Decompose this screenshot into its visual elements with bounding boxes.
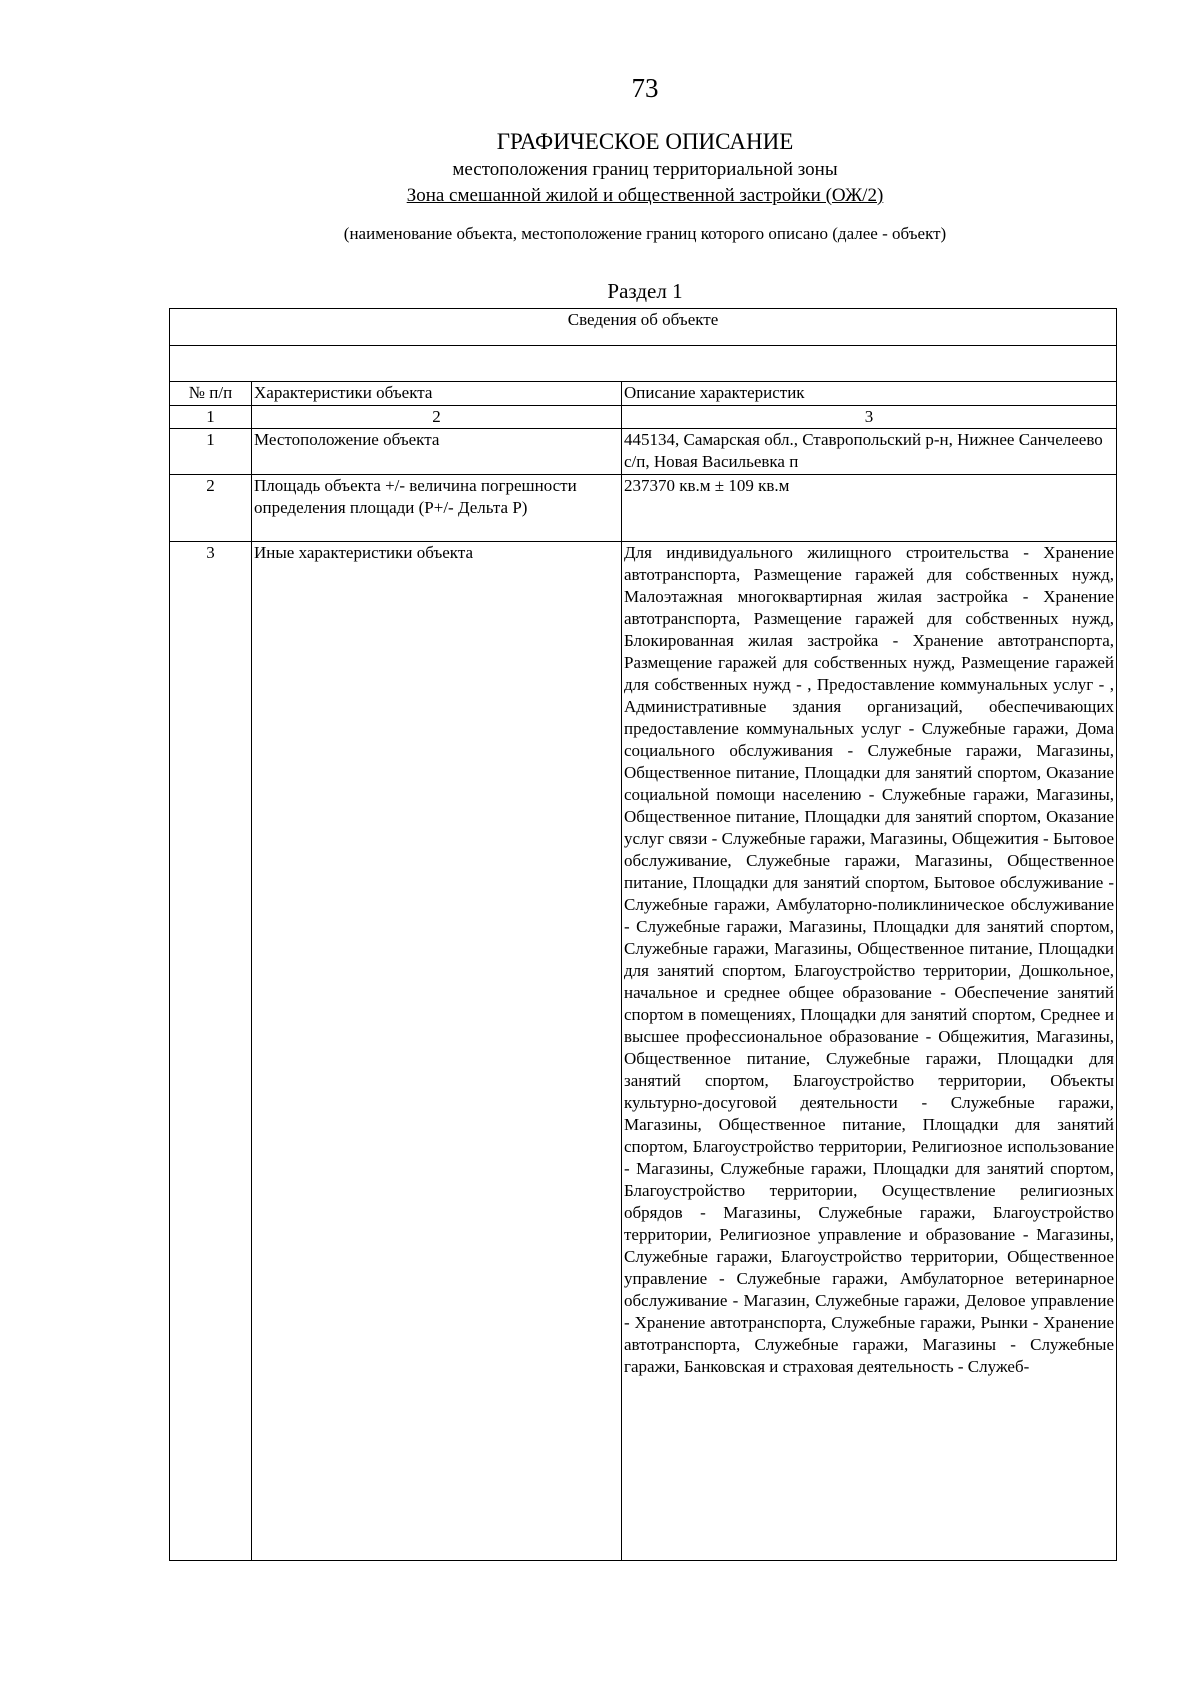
- row-number: 2: [170, 475, 252, 542]
- row-number: 3: [170, 542, 252, 1561]
- row-characteristic: Иные характеристики объекта: [252, 542, 622, 1561]
- table-title-row: [170, 309, 1117, 346]
- column-header-value: Описание характеристик: [622, 382, 1117, 406]
- column-header-num: № п/п: [170, 382, 252, 406]
- table-empty-row: [170, 346, 1117, 382]
- document-subtitle: местоположения границ территориальной зоны: [452, 159, 838, 180]
- empty-cell: [170, 346, 1117, 382]
- row-number: 1: [170, 429, 252, 475]
- table-row: [170, 475, 1117, 542]
- object-name-text: Зона смешанной жилой и общественной застройки (ОЖ/2): [406, 185, 884, 206]
- section-title: Раздел 1: [607, 279, 683, 303]
- row-description: Для индивидуального жилищного строительства - Хранение автотранспорта, Размещение гаражей для собственных нужд, Малоэтажная многоквартирная жилая застройка - Хранение автотранспорта, Размещение гаражей для собственных нужд, Блокированная жилая застройка - Хранение автотранспорта, Размещение гаражей для собственных нужд, Размещение гаражей для собственных нужд - , Предоставление коммунальных услуг - , Административные здания организаций, обеспечивающих предоставление коммунальных услуг - Служебные гаражи, Дома социального обслуживания - Служебные гаражи, Магазины, Общественное питание, Площадки для занятий спортом, Оказание социальной помощи населению - Служебные гаражи, Магазины, Общественное питание, Площадки для занятий спортом, Оказание услуг связи - Служебные гаражи, Магазины, Общежития - Бытовое обслуживание, Служебные гаражи, Магазины, Общественное питание, Площадки для занятий спортом, Бытовое обслуживание - Служебные гаражи, Амбулаторно-поликлиническое обслуживание - Служебные гаражи, Магазины, Площадки для занятий спортом, Служебные гаражи, Магазины, Общественное питание, Площадки для занятий спортом, Благоустройство территории, Дошкольное, начальное и среднее общее образование - Обеспечение занятий спортом в помещениях, Площадки для занятий спортом, Среднее и высшее профессиональное образование - Общежития, Магазины, Общественное питание, Служебные гаражи, Площадки для занятий спортом, Благоустройство территории, Объекты культурно-досуговой деятельности - Служебные гаражи, Магазины, Общественное питание, Площадки для занятий спортом, Благоустройство территории, Религиозное использование - Магазины, Служебные гаражи, Площадки для занятий спортом, Благоустройство территории, Осуществление религиозных обрядов - Магазины, Служебные гаражи, Благоустройство территории, Религиозное управление и образование - Магазины, Служебные гаражи, Благоустройство территории, Общественное управление - Служебные гаражи, Амбулаторное ветеринарное обслуживание - Магазин, Служебные гаражи, Деловое управление - Хранение автотранспорта, Служебные гаражи, Рынки - Хранение автотранспорта, Служебные гаражи, Магазины - Служебные гаражи, Банковская и страховая деятельность - Служеб-: [622, 542, 1117, 1561]
- object-name: [0, 184, 1200, 208]
- table-row: [170, 542, 1117, 1561]
- row-description: 237370 кв.м ± 109 кв.м: [622, 475, 1117, 542]
- table-row: [170, 429, 1117, 475]
- column-index-3: 3: [622, 406, 1117, 429]
- column-index-1: 1: [170, 406, 252, 429]
- table-title: Сведения об объекте: [170, 309, 1117, 346]
- object-name-note: (наименование объекта, местоположение границ которого описано (далее - объект): [343, 224, 947, 243]
- column-header-name: Характеристики объекта: [252, 382, 622, 406]
- object-info-table: [169, 308, 1117, 1561]
- row-description: 445134, Самарская обл., Ставропольский р-н, Нижнее Санчелеево с/п, Новая Васильевка п: [622, 429, 1117, 475]
- page-number: 73: [631, 73, 659, 103]
- column-header-row: [170, 382, 1117, 406]
- document-title: ГРАФИЧЕСКОЕ ОПИСАНИЕ: [496, 129, 794, 154]
- column-index-row: [170, 406, 1117, 429]
- row-characteristic: Местоположение объекта: [252, 429, 622, 475]
- row-characteristic: Площадь объекта +/- величина погрешности определения площади (Р+/- Дельта Р): [252, 475, 622, 542]
- column-index-2: 2: [252, 406, 622, 429]
